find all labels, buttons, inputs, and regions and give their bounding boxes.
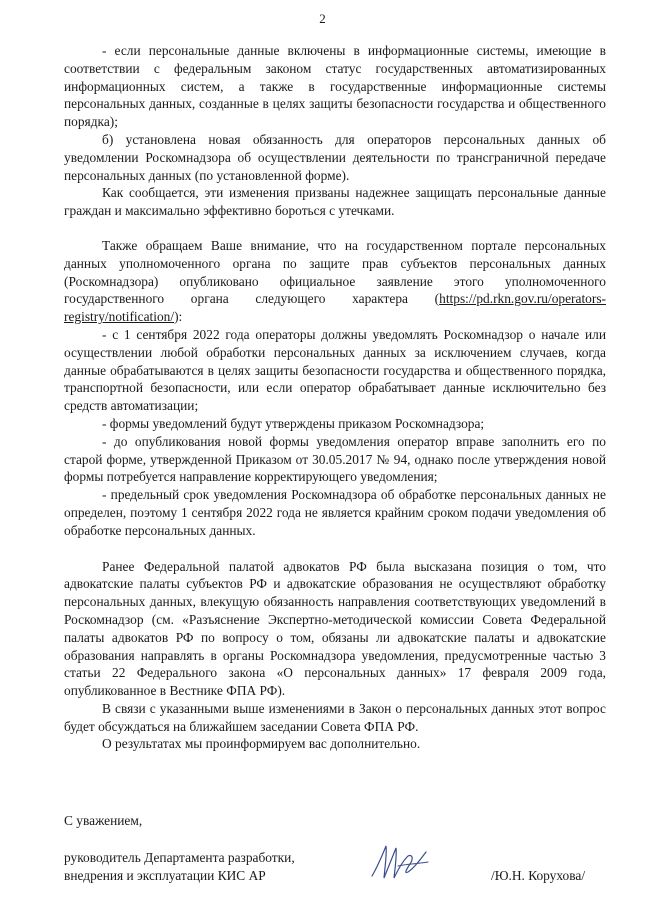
letter-body bbox=[64, 42, 606, 753]
paragraph-6: - формы уведомлений будут утверждены приказом Роскомнадзора; bbox=[102, 415, 485, 431]
paragraph-10: В связи с указанными выше изменениями в Закон о персональных данных этот вопрос будет обсуждаться на ближайшем заседании Совета ФПА РФ. bbox=[64, 700, 606, 734]
signatory-name: /Ю.Н. Корухова/ bbox=[491, 868, 586, 883]
signatory-title-line-2: внедрения и эксплуатации КИС АР bbox=[64, 867, 266, 883]
page-number: 2 bbox=[319, 11, 326, 26]
paragraph-1: - если персональные данные включены в информационные системы, имеющие в соответствии с федеральным законом статус государственных автоматизированных информационных систем, а также в государственные информационные системы персональных данных, созданные в целях защиты безопасности государства и общественного порядка); bbox=[64, 43, 606, 130]
paragraph-5: - с 1 сентября 2022 года операторы должны уведомлять Роскомнадзор о начале или осуществлении любой обработки персональных данных за исключением случаев, когда данные обрабатываются в целях защиты безопасности государства и общественного порядка, транспортной безопасности, или если оператор обрабатывает данные исключительно без средств автоматизации; bbox=[64, 326, 606, 414]
paragraph-3: Как сообщается, эти изменения призваны надежнее защищать персональные данные граждан и максимально эффективно бороться с утечками. bbox=[64, 185, 606, 219]
signatory-title bbox=[64, 849, 295, 885]
paragraph-4-text: Также обращаем Ваше внимание, что на государственном портале персональных данных уполномоченного органа по защите прав субъектов персональных данных (Роскомнадзора) опубликовано официальное заявление этого уполномоченного государственного органа следующего характера ( bbox=[64, 237, 606, 307]
paragraph-8: - предельный срок уведомления Роскомнадзора об обработке персональных данных не определен, поэтому 1 сентября 2022 года не является крайним сроком подачи уведомления об обработке персональных данных. bbox=[64, 487, 606, 538]
paragraph-4-end: ): bbox=[174, 309, 183, 325]
rkn-notification-link[interactable]: https://pd.rkn.gov.ru/operators-registry/notification/ bbox=[64, 291, 606, 325]
paragraph-7: - до опубликования новой формы уведомления оператор вправе заполнить его по старой форме, утвержденной Приказом от 30.05.2017 № 94, однако после утверждения новой формы потребуется направление корректирующего уведомления; bbox=[64, 433, 606, 485]
paragraph-9: Ранее Федеральной палатой адвокатов РФ была высказана позиция о том, что адвокатские палаты субъектов РФ и адвокатские образования не осуществляют обработку персональных данных, влекущую обязанность направления соответствующих уведомлений в Роскомнадзор (см. «Разъяснение Экспертно-методической комиссии Совета Федеральной палаты адвокатов РФ по вопросу о том, обязаны ли адвокатские палаты и адвокатские образования направлять в органы Роскомнадзора уведомления, предусмотренные частью 3 статьи 22 Федерального закона «О персональных данных» 17 февраля 2009 года, опубликованное в Вестнике ФПА РФ). bbox=[64, 558, 606, 699]
signatory-title-line-1: руководитель Департамента разработки, bbox=[64, 850, 295, 865]
closing-salutation: С уважением, bbox=[64, 813, 143, 828]
handwritten-signature bbox=[368, 838, 432, 886]
paragraph-11: О результатах мы проинформируем вас дополнительно. bbox=[102, 736, 421, 752]
paragraph-4 bbox=[64, 237, 606, 326]
paragraph-2: б) установлена новая обязанность для операторов персональных данных об уведомлении Роскомнадзора об осуществлении деятельности по трансграничной передаче персональных данных (по установленной форме). bbox=[64, 131, 606, 183]
